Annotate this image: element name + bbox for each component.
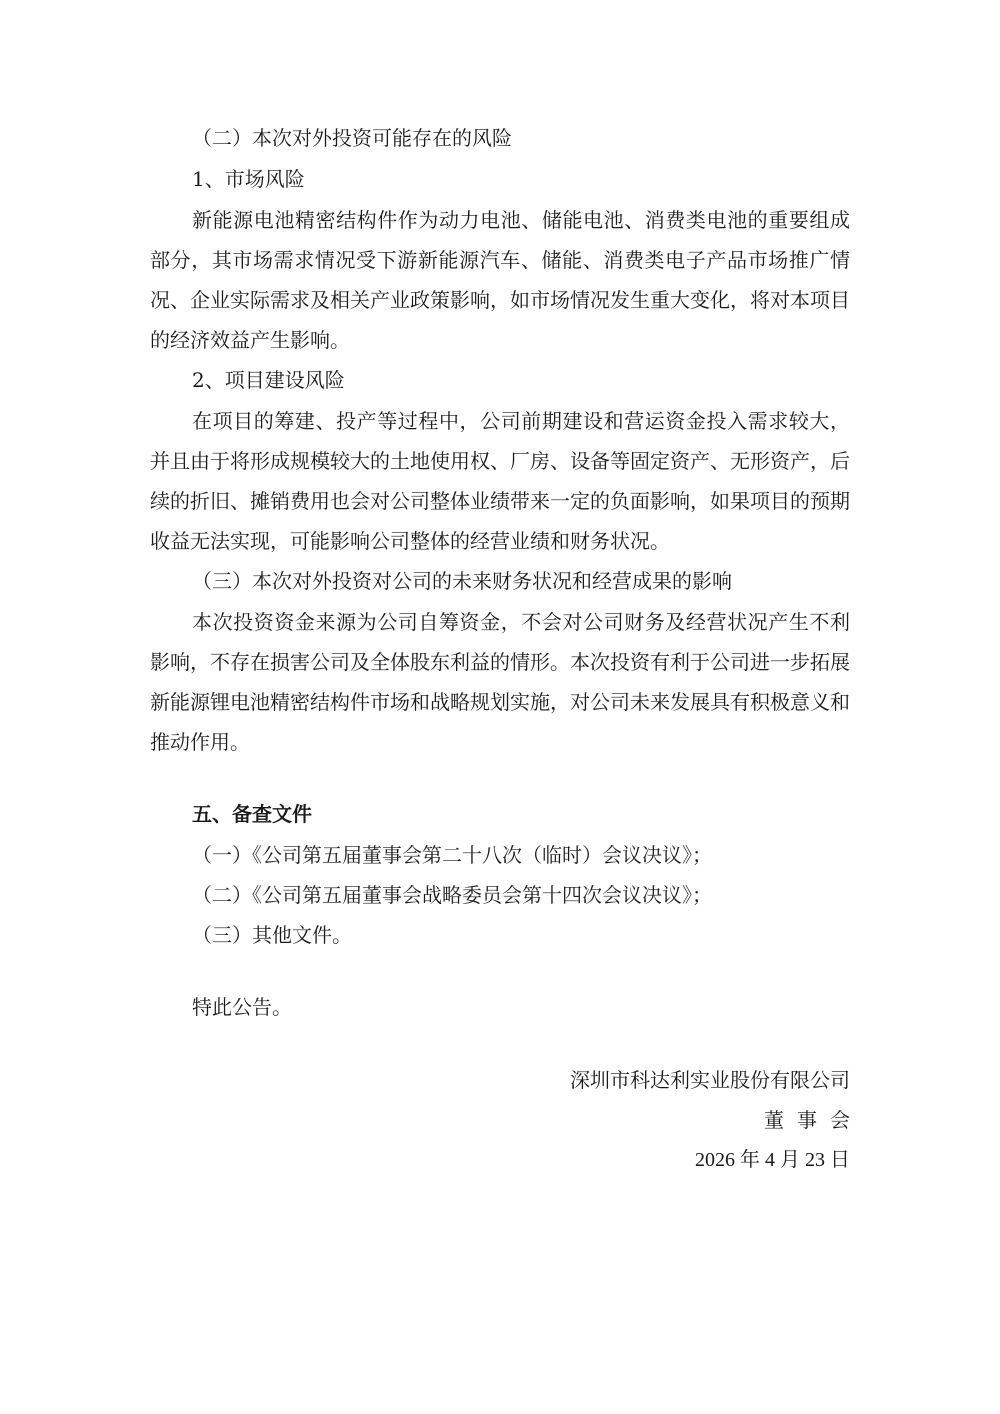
market-risk-paragraph: 新能源电池精密结构件作为动力电池、储能电池、消费类电池的重要组成部分，其市场需求情况受下游新能源汽车、储能、消费类电子产品市场推广情况、企业实际需求及相关产业政策影响，如市场情况发生重大变化，将对本项目的经济效益产生影响。 — [150, 208, 850, 352]
construction-risk-paragraph: 在项目的筹建、投产等过程中，公司前期建设和营运资金投入需求较大，并且由于将形成规模较大的土地使用权、厂房、设备等固定资产、无形资产，后续的折旧、摊销费用也会对公司整体业绩带来一定的负面影响，如果项目的预期收益无法实现，可能影响公司整体的经营业绩和财务状况。 — [150, 409, 850, 553]
board-of-directors — [570, 1100, 863, 1140]
construction-risk-title: 2、项目建设风险 — [192, 368, 345, 392]
impact-heading: （三）本次对外投资对公司的未来财务状况和经营成果的影响 — [192, 569, 732, 593]
company-name: 深圳市科达利实业股份有限公司 — [570, 1068, 850, 1092]
risk-heading: （二）本次对外投资可能存在的风险 — [192, 126, 512, 150]
signature-block — [570, 1060, 863, 1180]
market-risk-title: 1、市场风险 — [192, 167, 305, 191]
reference-item: （二）《公司第五届董事会战略委员会第十四次会议决议》； — [192, 883, 712, 907]
announcement-date: 2026 年 4 月 23 日 — [695, 1149, 850, 1171]
references-title: 五、备查文件 — [192, 802, 312, 826]
board-label: 董事会 — [764, 1108, 863, 1132]
closing-statement: 特此公告。 — [192, 995, 292, 1019]
document-body — [150, 118, 850, 1027]
reference-item: （一）《公司第五届董事会第二十八次（临时）会议决议》； — [192, 843, 712, 867]
reference-item: （三）其他文件。 — [192, 923, 352, 947]
impact-paragraph: 本次投资资金来源为公司自筹资金，不会对公司财务及经营状况产生不利影响，不存在损害公司及全体股东利益的情形。本次投资有利于公司进一步拓展新能源锂电池精密结构件市场和战略规划实施，对公司未来发展具有积极意义和推动作用。 — [150, 610, 850, 754]
